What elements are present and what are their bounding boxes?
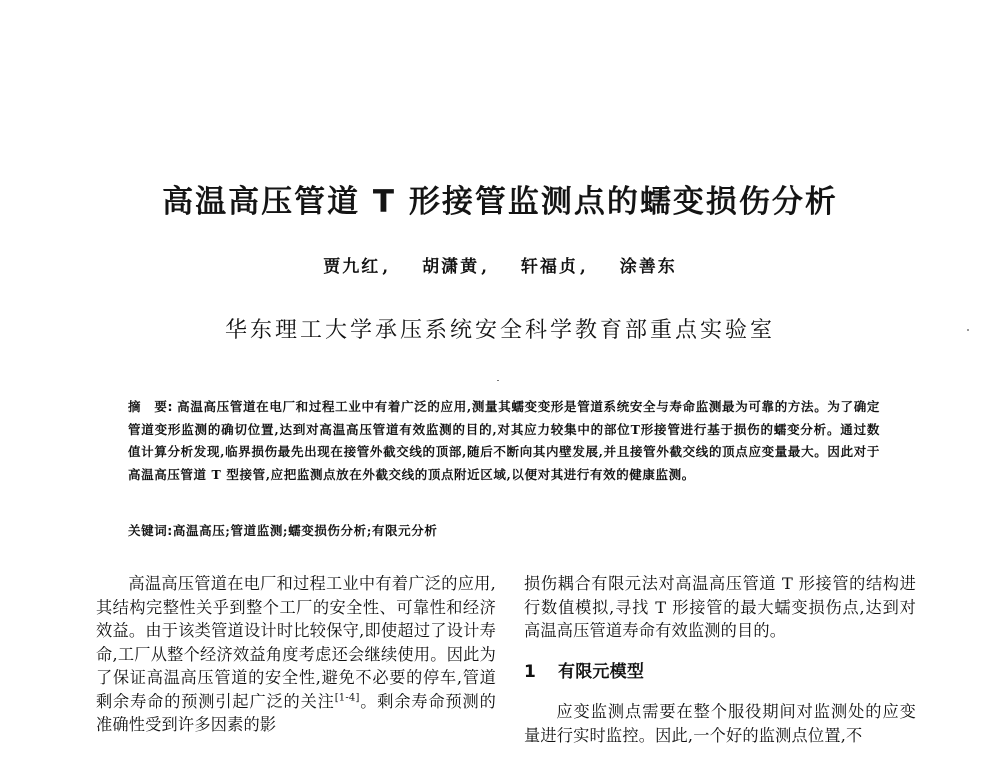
section-number: 1 [524, 661, 537, 682]
intro-text: 高温高压管道在电厂和过程工业中有着广泛的应用,其结构完整性关乎到整个工厂的安全性、可靠性和经济效益。由于该类管道设计时比较保守,即使超过了设计寿命,工厂从整个经济效益角度考虑还会继续使用。因此为了保证高温高压管道的安全性,避免不必要的停车,管道剩余寿命的预测引起广泛的关注 [96, 574, 496, 711]
author-list: 贾九红 , 胡潇黄 , 轩福贞 , 涂善东 [0, 252, 1000, 277]
author-name: 涂善东 [619, 257, 677, 277]
paragraph: 应变监测点需要在整个服役期间对监测处的应变量进行实时监控。因此,一个好的监测点位置,不 [524, 702, 916, 745]
intro-paragraph [96, 572, 496, 737]
author-name: 轩福贞 [520, 257, 578, 277]
abstract-label: 摘 要: [128, 399, 174, 414]
paper-title: 高温高压管道 T 形接管监测点的蠕变损伤分析 [162, 184, 838, 220]
keywords-text: 高温高压;管道监测;蠕变损伤分析;有限元分析 [172, 523, 438, 538]
author-name: 胡潇黄 [422, 257, 480, 277]
paragraph: 损伤耦合有限元法对高温高压管道 T 形接管的结构进行数值模拟,寻找 T 形接管的最大蠕变损伤点,达到对高温高压管道寿命有效监测的目的。 [524, 574, 916, 640]
affiliation: 华东理工大学承压系统安全科学教育部重点实验室 [224, 318, 775, 343]
section-heading [524, 661, 916, 685]
abstract-text: 高温高压管道在电厂和过程工业中有着广泛的应用,测量其蠕变变形是管道系统安全与寿命监测最为可靠的方法。为了确定管道变形监测的确切位置,达到对高温高压管道有效监测的目的,对其应力较集中的部位T形接管进行基于损伤的蠕变分析。通过数值计算分析发现,临界损伤最先出现在接管外截交线的顶部,随后不断向其内壁发展,并且接管外截交线的顶点应变量最大。因此对于高温高压管道 T 型接管,应把监测点放在外截交线的顶点附近区域,以便对其进行有效的健康监测。 [128, 399, 880, 482]
scan-speck [497, 380, 499, 381]
intro-text-continued: 。剩余寿命预测的准确性受到许多因素的影 [96, 691, 496, 734]
body-column-right [524, 572, 916, 747]
keywords [128, 521, 880, 539]
abstract [128, 396, 880, 486]
scan-speck [967, 329, 969, 331]
keywords-label: 关键词: [128, 523, 173, 538]
section-title: 有限元模型 [558, 661, 645, 682]
author-name: 贾九红 [323, 257, 381, 277]
body-column-left [96, 572, 496, 737]
citation-ref: [1-4] [334, 692, 360, 704]
